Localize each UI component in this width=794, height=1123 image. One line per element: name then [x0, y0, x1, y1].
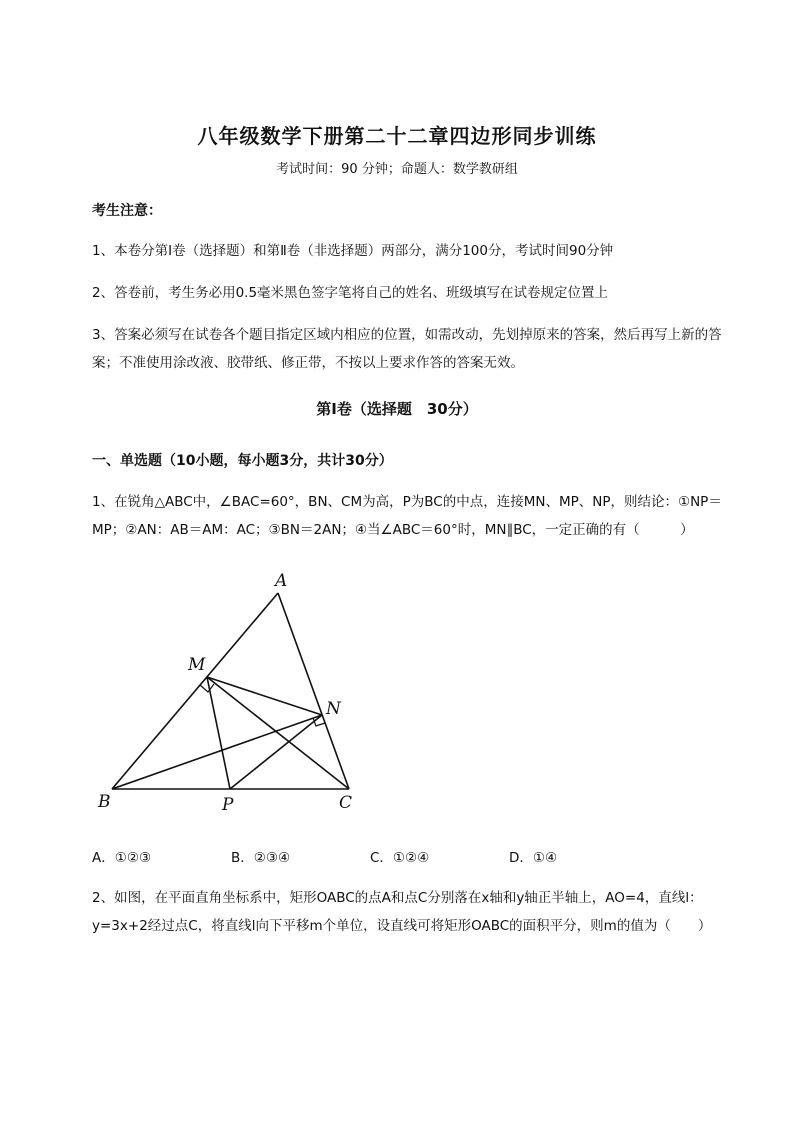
label-n: N — [326, 699, 341, 719]
label-c: C — [339, 793, 353, 813]
triangle-figure — [0, 560, 794, 830]
page-title: 八年级数学下册第二十二章四边形同步训练 — [197, 124, 597, 148]
label-m: M — [188, 655, 206, 675]
label-p: P — [222, 795, 234, 815]
part-heading: 一、单选题（10小题，每小题3分，共计30分） — [92, 453, 393, 469]
option-b[interactable]: B．②③④ — [231, 850, 291, 866]
section-title: 第Ⅰ卷（选择题 30分） — [316, 400, 478, 418]
option-d[interactable]: D．①④ — [509, 850, 558, 866]
segment-mp — [207, 677, 230, 789]
notice-item-3: 3、答案必须写在试卷各个题目指定区域内相应的位置，如需改动，先划掉原来的答案，然后再写上新的答案；不准使用涂改液、胶带纸、修正带，不按以上要求作答的答案无效。 — [92, 327, 722, 371]
altitude-cm — [207, 677, 349, 789]
notice-item-2: 2、答卷前，考生务必用0.5毫米黑色签字笔将自己的姓名、班级填写在试卷规定位置上 — [92, 285, 609, 301]
edge-ac — [278, 593, 349, 789]
notice-heading: 考生注意： — [92, 203, 162, 219]
option-c[interactable]: C．①②④ — [370, 850, 430, 866]
notice-item-1: 1、本卷分第Ⅰ卷（选择题）和第Ⅱ卷（非选择题）两部分，满分100分，考试时间90分钟 — [92, 243, 614, 259]
label-a: A — [275, 571, 288, 591]
segment-mn — [207, 677, 322, 715]
question-2-text: 2、如图，在平面直角坐标系中，矩形OABC的点A和点C分别落在x轴和y轴正半轴上，AO=4，直线l：y=3x+2经过点C，将直线l向下平移m个单位，设直线可将矩形OABC的面积平分，则m的值为（ ） — [92, 890, 712, 934]
option-a[interactable]: A．①②③ — [92, 850, 152, 866]
segment-np — [230, 715, 322, 789]
label-b: B — [98, 792, 111, 812]
right-angle-mark-m — [200, 684, 214, 692]
question-1-text: 1、在锐角△ABC中，∠BAC=60°，BN、CM为高，P为BC的中点，连接MN、MP、NP，则结论：①NP＝MP；②AN：AB＝AM：AC；③BN＝2AN；④当∠ABC＝60°时，MN∥BC，一定正确的有（ ） — [92, 494, 722, 538]
exam-info: 考试时间：90 分钟；命题人：数学教研组 — [276, 162, 518, 177]
